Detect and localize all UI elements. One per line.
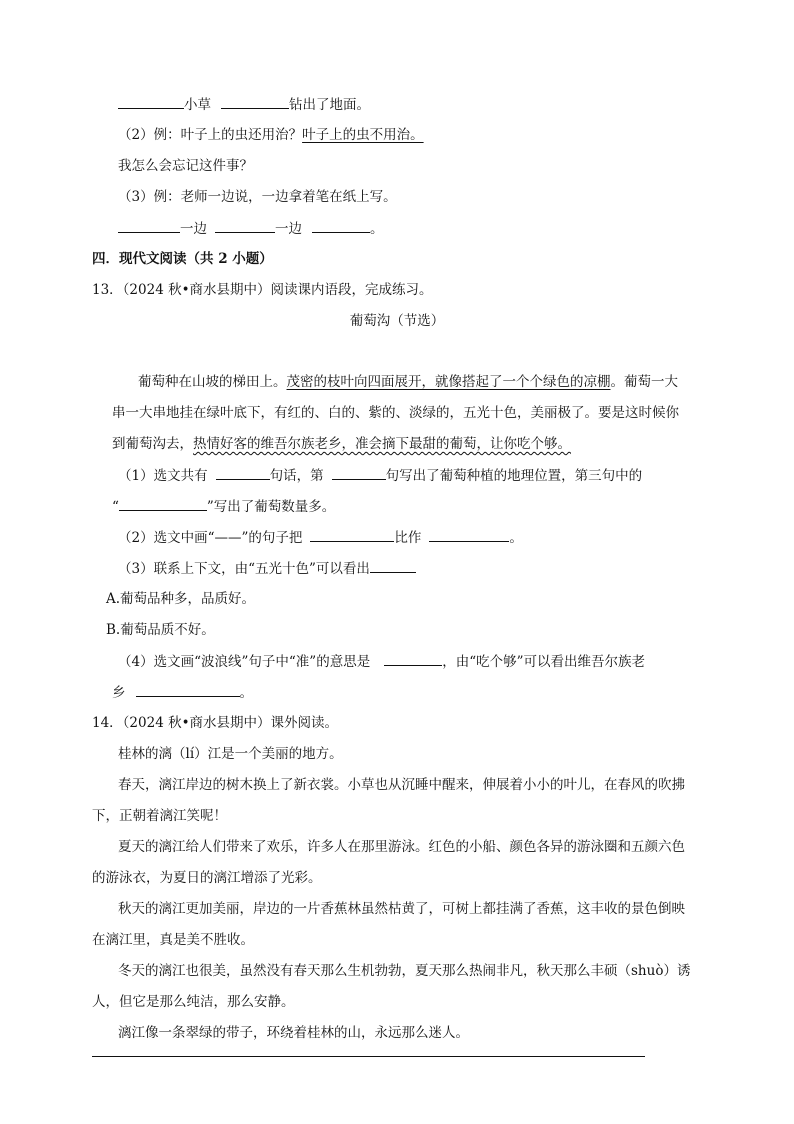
answer-blank[interactable] [332, 465, 386, 480]
answer-blank[interactable] [136, 682, 240, 697]
fill-line-yibian: 一边 一边 。 [118, 218, 384, 239]
sub-question-1: （1）选文共有 句话，第 句写出了葡萄种植的地理位置，第三句中的 [118, 465, 642, 486]
answer-blank[interactable] [429, 527, 509, 542]
reading-p6: 漓江像一条翠绿的带子，环绕着桂林的山，永远那么迷人。 [118, 1025, 469, 1041]
question-14-header: 14．（2024 秋•商水县期中）课外阅读。 [92, 715, 339, 731]
sub-question-4: （4）选文画“波浪线”句子中“准”的意思是 ，由“吃个够”可以看出维吾尔族老 [118, 651, 645, 672]
reading-p5-line2: 人，但它是那么纯洁，那么安静。 [92, 994, 295, 1010]
underlined-sentence: 茂密的枝叶向四面展开，就像搭起了一个个绿色的凉棚 [286, 374, 611, 390]
answer-blank[interactable] [118, 218, 180, 233]
reading-p2-line1: 春天，漓江岸边的树木换上了新衣裳。小草也从沉睡中醒来，伸展着小小的叶儿，在春风的吹拂 [118, 777, 685, 793]
passage-title: 葡萄沟（节选） [349, 313, 445, 329]
answer-blank[interactable] [312, 218, 370, 233]
example-answer: 叶子上的虫不用治。 [302, 127, 424, 143]
answer-blank[interactable] [215, 218, 275, 233]
example-2-task: 我怎么会忘记这件事？ [118, 158, 253, 174]
sub-question-4-cont: 乡 。 [112, 682, 253, 703]
answer-blank[interactable] [221, 94, 289, 109]
passage-line-2: 串一大串地挂在绿叶底下，有红的、白的、紫的、淡绿的，五光十色，美丽极了。要是这时候你 [112, 405, 679, 421]
reading-p2-line2: 下，正朝着漓江笑呢！ [92, 808, 227, 824]
page-divider [92, 1056, 645, 1057]
option-a[interactable]: A.葡萄品种多，品质好。 [106, 591, 256, 607]
sub-question-3: （3）联系上下文，由“五光十色”可以看出 [118, 558, 416, 579]
passage-line-1: 葡萄种在山坡的梯田上。茂密的枝叶向四面展开，就像搭起了一个个绿色的凉棚。葡萄一大 [138, 374, 678, 390]
reading-p1: 桂林的漓（lí）江是一个美丽的地方。 [118, 746, 343, 762]
reading-p4-line2: 在漓江里，真是美不胜收。 [92, 932, 254, 948]
example-3: （3）例：老师一边说，一边拿着笔在纸上写。 [118, 189, 397, 205]
wavy-sentence: 热情好客的维吾尔族老乡，准会摘下最甜的葡萄，让你吃个够。 [193, 436, 571, 452]
answer-blank[interactable] [118, 94, 184, 109]
answer-blank[interactable] [310, 527, 394, 542]
answer-blank[interactable] [384, 651, 442, 666]
section-heading: 四．现代文阅读（共 2 小题） [92, 251, 273, 267]
answer-blank[interactable] [216, 465, 270, 480]
answer-blank[interactable] [119, 496, 207, 511]
question-13-header: 13．（2024 秋•商水县期中）阅读课内语段，完成练习。 [92, 282, 433, 298]
reading-p5-line1: 冬天的漓江也很美，虽然没有春天那么生机勃勃，夏天那么热闹非凡，秋天那么丰硕（shuò）诱 [118, 963, 691, 979]
sub-question-1-cont: “ ”写出了葡萄数量多。 [112, 496, 335, 517]
reading-p4-line1: 秋天的漓江更加美丽，岸边的一片香蕉林虽然枯黄了，可树上都挂满了香蕉，这丰收的景色倒映 [118, 901, 685, 917]
fill-line-grass: 小草 钻出了地面。 [118, 94, 370, 115]
passage-line-3: 到葡萄沟去，热情好客的维吾尔族老乡，准会摘下最甜的葡萄，让你吃个够。 [112, 436, 571, 452]
example-2: （2）例：叶子上的虫还用治？叶子上的虫不用治。 [118, 127, 424, 143]
option-b[interactable]: B.葡萄品质不好。 [106, 622, 215, 638]
reading-p3-line1: 夏天的漓江给人们带来了欢乐，许多人在那里游泳。红色的小船、颜色各异的游泳圈和五颜六色 [118, 839, 685, 855]
sub-question-2: （2）选文中画“——”的句子把 比作 。 [118, 527, 523, 548]
answer-blank[interactable] [370, 558, 416, 573]
reading-p3-line2: 的游泳衣，为夏日的漓江增添了光彩。 [92, 870, 322, 886]
